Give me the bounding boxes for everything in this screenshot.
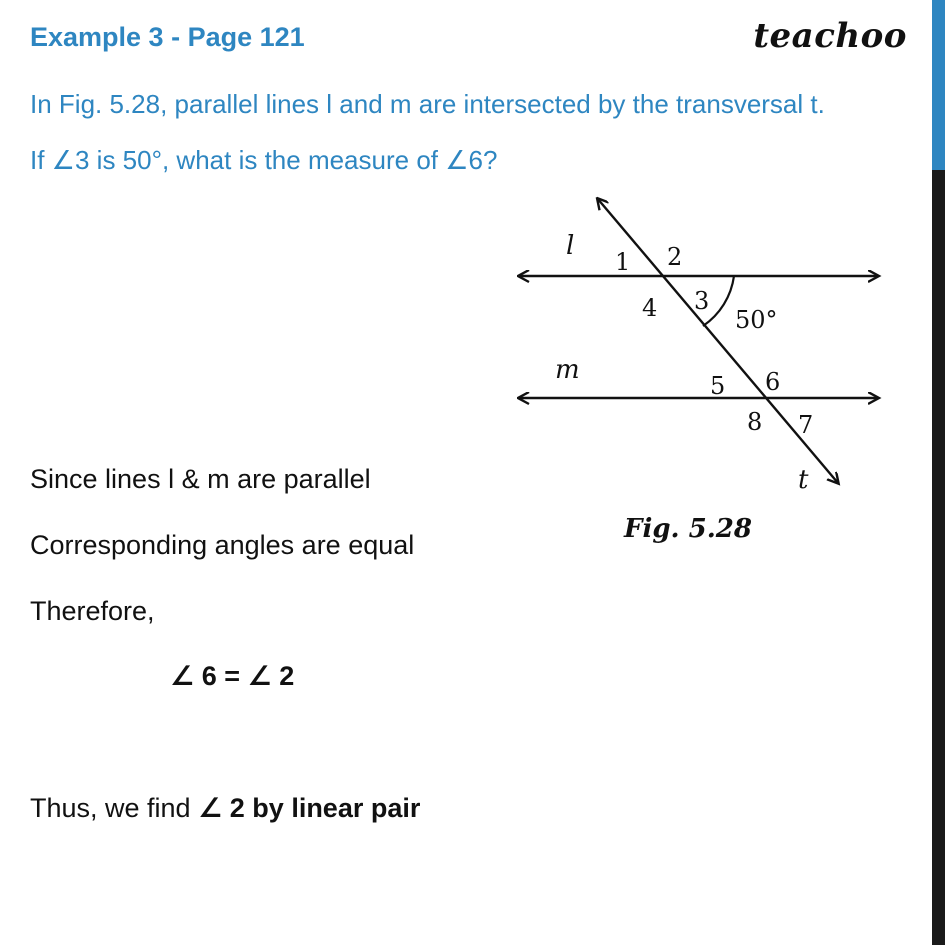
question-line-1: In Fig. 5.28, parallel lines l and m are intersected by the transversal t. (30, 89, 825, 119)
solution-line-4-prefix: Thus, we find (30, 793, 199, 823)
solution-equation: ∠ 6 = ∠ 2 (170, 661, 295, 691)
angle-label-1: 1 (615, 248, 631, 276)
figure-caption: Fig. 5.28 (624, 514, 752, 544)
page-title: Example 3 - Page 121 (30, 22, 305, 52)
angle-label-3: 3 (694, 287, 710, 315)
figure-5-28 (500, 185, 900, 555)
question-line-2: If ∠3 is 50°, what is the measure of ∠6? (30, 145, 498, 175)
solution-line-2: Corresponding angles are equal (30, 530, 415, 560)
transversal-t (597, 198, 838, 483)
angle-label-5: 5 (710, 372, 726, 400)
label-m: m (555, 355, 580, 385)
solution-line-3: Therefore, (30, 596, 155, 626)
angle-label-6: 6 (765, 368, 781, 396)
given-angle-label: 50° (735, 306, 778, 334)
angle-label-7: 7 (798, 411, 814, 439)
solution-line-1: Since lines l & m are parallel (30, 464, 371, 494)
label-l: l (566, 231, 575, 261)
angle-label-4: 4 (642, 294, 658, 322)
solution-line-4 (30, 793, 420, 824)
solution-line-4-bold: ∠ 2 by linear pair (198, 793, 421, 823)
angle-label-8: 8 (747, 408, 763, 436)
angle-label-2: 2 (667, 243, 683, 271)
side-bar-accent (932, 0, 945, 170)
label-t: t (798, 465, 809, 495)
teachoo-logo: teachoo (753, 16, 907, 56)
